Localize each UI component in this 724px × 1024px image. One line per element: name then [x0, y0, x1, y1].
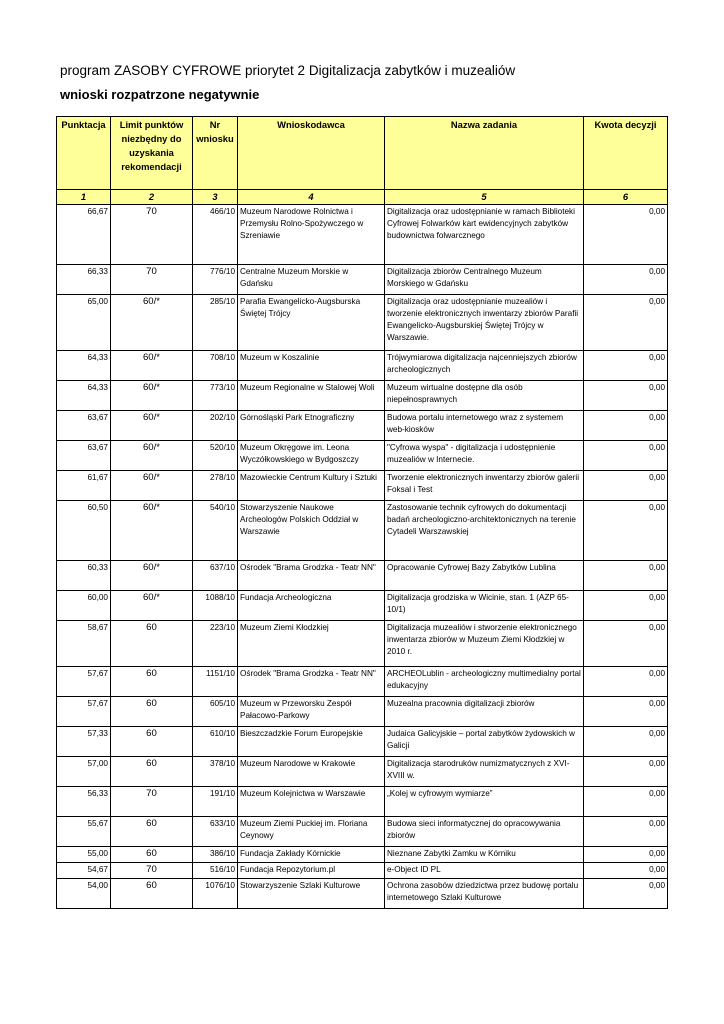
cell-wnioskodawca: Stowarzyszenie Szlaki Kulturowe — [238, 879, 385, 909]
cell-kwota-decyzji: 0,00 — [584, 351, 668, 381]
cell-nazwa-zadania: Digitalizacja zbiorów Centralnego Muzeum Morskiego w Gdańsku — [385, 265, 584, 295]
cell-punktacja: 65,00 — [57, 295, 111, 351]
table-row — [57, 757, 668, 787]
cell-kwota-decyzji: 0,00 — [584, 381, 668, 411]
table-header-row — [57, 117, 668, 190]
cell-nazwa-zadania: Muzeum wirtualne dostępne dla osób niepełnosprawnych — [385, 381, 584, 411]
cell-kwota-decyzji: 0,00 — [584, 697, 668, 727]
cell-punktacja: 64,33 — [57, 351, 111, 381]
cell-nr-wniosku: 540/10 — [193, 501, 238, 561]
table-row — [57, 847, 668, 863]
cell-nazwa-zadania: Judaica Galicyjskie – portal zabytków żydowskich w Galicji — [385, 727, 584, 757]
cell-kwota-decyzji: 0,00 — [584, 727, 668, 757]
cell-limit: 70 — [111, 265, 193, 295]
cell-punktacja: 64,33 — [57, 381, 111, 411]
cell-punktacja: 55,00 — [57, 847, 111, 863]
cell-nr-wniosku: 202/10 — [193, 411, 238, 441]
cell-wnioskodawca: Muzeum Kolejnictwa w Warszawie — [238, 787, 385, 817]
cell-limit: 60/* — [111, 441, 193, 471]
cell-limit: 60/* — [111, 501, 193, 561]
cell-wnioskodawca: Mazowieckie Centrum Kultury i Sztuki — [238, 471, 385, 501]
cell-limit: 60/* — [111, 561, 193, 591]
document-subtitle: wnioski rozpatrzone negatywnie — [60, 87, 260, 102]
cell-nazwa-zadania: Digitalizacja oraz udostępnianie w ramach Biblioteki Cyfrowej Folwarków kart ewidencyjnych zabytków budownictwa folwarcznego — [385, 205, 584, 265]
cell-nazwa-zadania: "Cyfrowa wyspa" - digitalizacja i udostępnienie muzealiów w Internecie. — [385, 441, 584, 471]
cell-kwota-decyzji: 0,00 — [584, 757, 668, 787]
column-number: 1 — [57, 190, 111, 205]
cell-wnioskodawca: Muzeum Okręgowe im. Leona Wyczółkowskiego w Bydgoszczy — [238, 441, 385, 471]
table-row — [57, 561, 668, 591]
cell-nr-wniosku: 773/10 — [193, 381, 238, 411]
table-row — [57, 265, 668, 295]
cell-limit: 60/* — [111, 381, 193, 411]
cell-nr-wniosku: 1076/10 — [193, 879, 238, 909]
cell-kwota-decyzji: 0,00 — [584, 817, 668, 847]
cell-kwota-decyzji: 0,00 — [584, 621, 668, 667]
table-row — [57, 205, 668, 265]
cell-limit: 60/* — [111, 411, 193, 441]
cell-wnioskodawca: Muzeum Ziemi Puckiej im. Floriana Ceynowy — [238, 817, 385, 847]
cell-kwota-decyzji: 0,00 — [584, 295, 668, 351]
cell-punktacja: 54,67 — [57, 863, 111, 879]
cell-kwota-decyzji: 0,00 — [584, 265, 668, 295]
cell-kwota-decyzji: 0,00 — [584, 411, 668, 441]
cell-nr-wniosku: 466/10 — [193, 205, 238, 265]
column-number: 4 — [238, 190, 385, 205]
cell-limit: 70 — [111, 863, 193, 879]
cell-limit: 60/* — [111, 295, 193, 351]
table-row — [57, 667, 668, 697]
cell-punktacja: 60,33 — [57, 561, 111, 591]
table-row — [57, 591, 668, 621]
cell-limit: 60 — [111, 879, 193, 909]
cell-kwota-decyzji: 0,00 — [584, 787, 668, 817]
cell-wnioskodawca: Muzeum Narodowe Rolnictwa i Przemysłu Rolno-Spożywczego w Szreniawie — [238, 205, 385, 265]
table-row — [57, 351, 668, 381]
cell-nr-wniosku: 637/10 — [193, 561, 238, 591]
cell-wnioskodawca: Bieszczadzkie Forum Europejskie — [238, 727, 385, 757]
table-row — [57, 501, 668, 561]
cell-nazwa-zadania: Digitalizacja starodruków numizmatycznych z XVI-XVIII w. — [385, 757, 584, 787]
applications-table — [56, 116, 668, 909]
cell-wnioskodawca: Muzeum w Koszalinie — [238, 351, 385, 381]
cell-wnioskodawca: Parafia Ewangelicko-Augsburska Świętej Trójcy — [238, 295, 385, 351]
cell-wnioskodawca: Stowarzyszenie Naukowe Archeologów Polskich Oddział w Warszawie — [238, 501, 385, 561]
cell-nr-wniosku: 191/10 — [193, 787, 238, 817]
table-row — [57, 471, 668, 501]
cell-wnioskodawca: Muzeum Ziemi Kłodzkiej — [238, 621, 385, 667]
cell-nazwa-zadania: ARCHEOLublin - archeologiczny multimedialny portal edukacyjny — [385, 667, 584, 697]
column-header-punktacja: Punktacja — [57, 117, 111, 190]
column-number: 2 — [111, 190, 193, 205]
cell-nazwa-zadania: e-Object ID PL — [385, 863, 584, 879]
column-header-nr: Nr wniosku — [193, 117, 238, 190]
cell-kwota-decyzji: 0,00 — [584, 847, 668, 863]
column-number: 6 — [584, 190, 668, 205]
column-number: 5 — [385, 190, 584, 205]
column-header-limit: Limit punktów niezbędny do uzyskania rekomendacji — [111, 117, 193, 190]
cell-limit: 60 — [111, 817, 193, 847]
cell-nazwa-zadania: Opracowanie Cyfrowej Bazy Zabytków Lublina — [385, 561, 584, 591]
cell-wnioskodawca: Fundacja Archeologiczna — [238, 591, 385, 621]
column-header-zadanie: Nazwa zadania — [385, 117, 584, 190]
cell-nr-wniosku: 605/10 — [193, 697, 238, 727]
cell-nazwa-zadania: Nieznane Zabytki Zamku w Kórniku — [385, 847, 584, 863]
cell-wnioskodawca: Muzeum Regionalne w Stalowej Woli — [238, 381, 385, 411]
column-header-kwota: Kwota decyzji — [584, 117, 668, 190]
cell-wnioskodawca: Muzeum Narodowe w Krakowie — [238, 757, 385, 787]
table-row — [57, 817, 668, 847]
cell-nr-wniosku: 633/10 — [193, 817, 238, 847]
table-row — [57, 381, 668, 411]
cell-punktacja: 61,67 — [57, 471, 111, 501]
cell-limit: 60 — [111, 757, 193, 787]
cell-wnioskodawca: Fundacja Repozytorium.pl — [238, 863, 385, 879]
cell-punktacja: 57,00 — [57, 757, 111, 787]
cell-nazwa-zadania: Ochrona zasobów dziedzictwa przez budowę portalu internetowego Szlaki Kulturowe — [385, 879, 584, 909]
table-row — [57, 621, 668, 667]
cell-nr-wniosku: 610/10 — [193, 727, 238, 757]
cell-punktacja: 54,00 — [57, 879, 111, 909]
cell-nazwa-zadania: Muzealna pracownia digitalizacji zbiorów — [385, 697, 584, 727]
cell-nazwa-zadania: Zastosowanie technik cyfrowych do dokumentacji badań archeologiczno-architektonicznych na terenie Cytadeli Warszawskiej — [385, 501, 584, 561]
cell-wnioskodawca: Ośrodek "Brama Grodzka - Teatr NN" — [238, 561, 385, 591]
cell-kwota-decyzji: 0,00 — [584, 863, 668, 879]
cell-kwota-decyzji: 0,00 — [584, 561, 668, 591]
cell-punktacja: 63,67 — [57, 411, 111, 441]
cell-wnioskodawca: Muzeum w Przeworsku Zespół Pałacowo-Parkowy — [238, 697, 385, 727]
cell-nazwa-zadania: „Kolej w cyfrowym wymiarze” — [385, 787, 584, 817]
cell-nr-wniosku: 378/10 — [193, 757, 238, 787]
cell-nazwa-zadania: Digitalizacja grodziska w Wicinie, stan. 1 (AZP 65-10/1) — [385, 591, 584, 621]
cell-limit: 60 — [111, 727, 193, 757]
table-row — [57, 697, 668, 727]
table-row — [57, 441, 668, 471]
column-number-row — [57, 190, 668, 205]
cell-wnioskodawca: Ośrodek "Brama Grodzka - Teatr NN" — [238, 667, 385, 697]
cell-kwota-decyzji: 0,00 — [584, 879, 668, 909]
cell-nazwa-zadania: Budowa portalu internetowego wraz z systemem web-kiosków — [385, 411, 584, 441]
cell-nazwa-zadania: Budowa sieci informatycznej do opracowywania zbiorów — [385, 817, 584, 847]
cell-nr-wniosku: 516/10 — [193, 863, 238, 879]
cell-kwota-decyzji: 0,00 — [584, 205, 668, 265]
cell-kwota-decyzji: 0,00 — [584, 667, 668, 697]
cell-nr-wniosku: 223/10 — [193, 621, 238, 667]
cell-nazwa-zadania: Trójwymiarowa digitalizacja najcenniejszych zbiorów archeologicznych — [385, 351, 584, 381]
cell-nazwa-zadania: Digitalizacja muzealiów i stworzenie elektronicznego inwentarza zbiorów w Muzeum Ziemi Kłodzkiej w 2010 r. — [385, 621, 584, 667]
cell-limit: 70 — [111, 787, 193, 817]
table-row — [57, 879, 668, 909]
cell-punktacja: 66,67 — [57, 205, 111, 265]
cell-nr-wniosku: 285/10 — [193, 295, 238, 351]
cell-kwota-decyzji: 0,00 — [584, 591, 668, 621]
cell-nr-wniosku: 1088/10 — [193, 591, 238, 621]
table-row — [57, 295, 668, 351]
cell-limit: 60/* — [111, 591, 193, 621]
cell-punktacja: 55,67 — [57, 817, 111, 847]
table-row — [57, 863, 668, 879]
cell-limit: 60 — [111, 697, 193, 727]
table-row — [57, 411, 668, 441]
cell-limit: 70 — [111, 205, 193, 265]
cell-punktacja: 60,00 — [57, 591, 111, 621]
cell-limit: 60 — [111, 621, 193, 667]
cell-wnioskodawca: Górnośląski Park Etnograficzny — [238, 411, 385, 441]
cell-nazwa-zadania: Digitalizacja oraz udostępnianie muzealiów i tworzenie elektronicznych inwentarzy zbiorów Parafii Ewangelicko-Augsburskiej Świętej Trójcy w Warszawie. — [385, 295, 584, 351]
cell-limit: 60/* — [111, 471, 193, 501]
cell-punktacja: 60,50 — [57, 501, 111, 561]
cell-nazwa-zadania: Tworzenie elektronicznych inwentarzy zbiorów galerii Foksal i Test — [385, 471, 584, 501]
document-title: program ZASOBY CYFROWE priorytet 2 Digitalizacja zabytków i muzealiów — [60, 63, 516, 78]
column-number: 3 — [193, 190, 238, 205]
table-row — [57, 727, 668, 757]
cell-punktacja: 57,33 — [57, 727, 111, 757]
cell-punktacja: 56,33 — [57, 787, 111, 817]
cell-kwota-decyzji: 0,00 — [584, 501, 668, 561]
cell-punktacja: 63,67 — [57, 441, 111, 471]
cell-kwota-decyzji: 0,00 — [584, 471, 668, 501]
cell-limit: 60 — [111, 667, 193, 697]
cell-nr-wniosku: 1151/10 — [193, 667, 238, 697]
cell-nr-wniosku: 386/10 — [193, 847, 238, 863]
column-header-wnioskodawca: Wnioskodawca — [238, 117, 385, 190]
cell-limit: 60 — [111, 847, 193, 863]
cell-nr-wniosku: 520/10 — [193, 441, 238, 471]
cell-punktacja: 66,33 — [57, 265, 111, 295]
cell-nr-wniosku: 776/10 — [193, 265, 238, 295]
cell-punktacja: 57,67 — [57, 667, 111, 697]
cell-nr-wniosku: 708/10 — [193, 351, 238, 381]
cell-limit: 60/* — [111, 351, 193, 381]
cell-punktacja: 57,67 — [57, 697, 111, 727]
cell-wnioskodawca: Fundacja Zakłady Kórnickie — [238, 847, 385, 863]
cell-punktacja: 58,67 — [57, 621, 111, 667]
cell-nr-wniosku: 278/10 — [193, 471, 238, 501]
table-row — [57, 787, 668, 817]
cell-wnioskodawca: Centralne Muzeum Morskie w Gdańsku — [238, 265, 385, 295]
cell-kwota-decyzji: 0,00 — [584, 441, 668, 471]
